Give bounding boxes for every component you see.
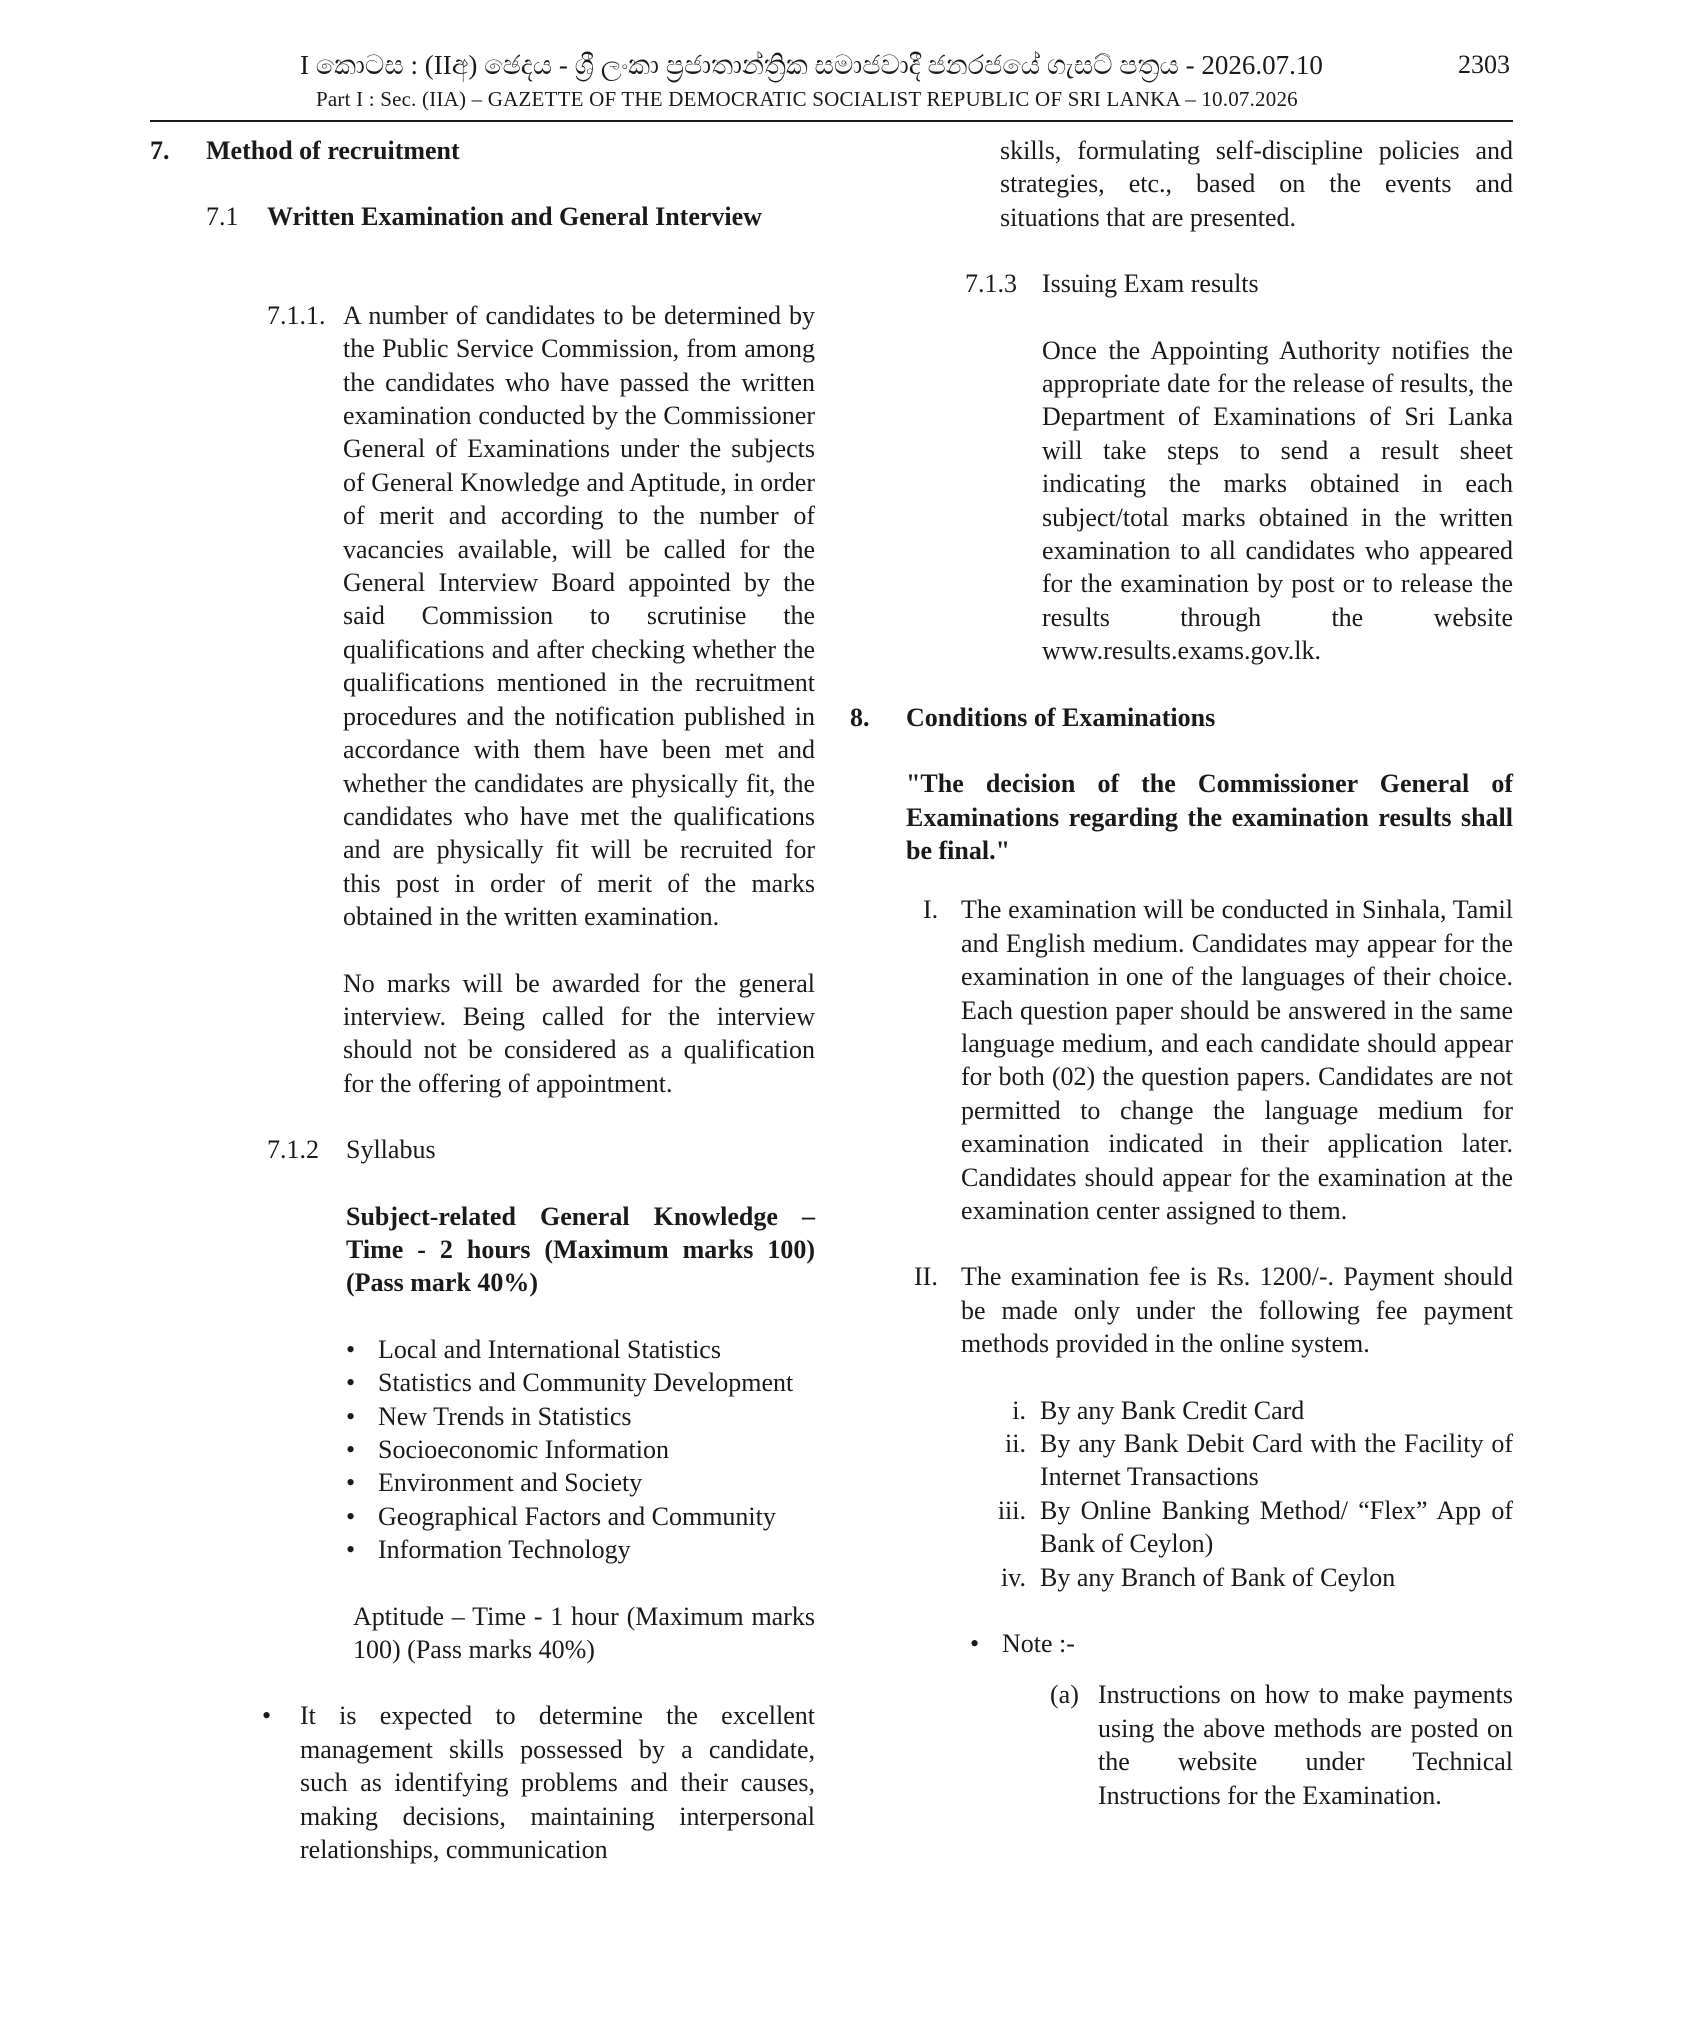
section-number: 7.1.3 bbox=[965, 269, 1017, 299]
section-title: Method of recruitment bbox=[206, 136, 460, 165]
list-item: • Information Technology bbox=[346, 1535, 631, 1565]
list-item: • New Trends in Statistics bbox=[346, 1401, 632, 1431]
section-7-1-2 bbox=[150, 1133, 815, 1666]
header-divider bbox=[150, 120, 1513, 122]
header-sinhala-line: I කොටස : (IIඅ) ඡෙදය - ශ්‍රී ලංකා ප්‍රජාතාන්ත්‍රික සමාජවාදී ජනරජයේ ගැසට් පත්‍රය - 2026.07.10 bbox=[300, 50, 1323, 80]
payment-methods-list bbox=[850, 1394, 1513, 1594]
condition-number: I. bbox=[923, 895, 939, 925]
section-number: 7.1 bbox=[206, 202, 239, 232]
section-number: 8. bbox=[850, 702, 870, 732]
section-title: Issuing Exam results bbox=[1042, 269, 1259, 299]
section-7-1-1 bbox=[150, 299, 815, 1100]
condition-2 bbox=[850, 1260, 1513, 1360]
section-7-1-heading bbox=[150, 200, 815, 233]
section-7-1-3 bbox=[850, 267, 1513, 300]
header-english-line: Part I : Sec. (IIA) – GAZETTE OF THE DEMOCRATIC SOCIALIST REPUBLIC OF SRI LANKA – 10.07.2026 bbox=[316, 87, 1298, 111]
paragraph: Instructions on how to make payments using the above methods are posted on the website under Technical Instructions for the Examination. bbox=[1098, 1680, 1513, 1810]
paragraph: A number of candidates to be determined by the Public Service Commission, from among the candidates who have passed the written examination conducted by the Commissioner General of Examinations under the subjects of General Knowledge and Aptitude, in order of merit and according to the number of vacancies available, will be called for the General Interview Board appointed by the said Commission to scrutinise the qualifications and after checking whether the qualifications mentioned in the recruitment procedures and the notification published in accordance with them have been met and whether the candidates are physically fit, the candidates who have met the qualifications and are physically fit will be recruited for this post in order of merit of the marks obtained in the written examination. bbox=[343, 300, 815, 932]
note-item-number: (a) bbox=[1050, 1680, 1079, 1710]
section-7-heading bbox=[150, 134, 815, 167]
section-8-quote: "The decision of the Commissioner General of Examinations regarding the examination results shall be final." bbox=[906, 769, 1513, 865]
paragraph: The examination fee is Rs. 1200/-. Payment should be made only under the following fee payment methods provided in the online system. bbox=[961, 1262, 1513, 1359]
list-item: i. By any Bank Credit Card bbox=[1012, 1395, 1305, 1425]
management-bullet-continued: skills, formulating self-discipline policies and strategies, etc., based on the events and situations that are presented. bbox=[1000, 136, 1513, 232]
list-item: • Environment and Society bbox=[346, 1468, 643, 1498]
paragraph: The examination will be conducted in Sinhala, Tamil and English medium. Candidates may appear for the examination in one of the languages of their choice. Each question paper should be answered in the same language medium, and each candidate should appear for both (02) the question papers. Candidates are not permitted to change the language medium for examination indicated in their application later. Candidates should appear for the examination at the examination center assigned to them. bbox=[961, 895, 1513, 1225]
condition-number: II. bbox=[914, 1262, 938, 1292]
section-title: Syllabus bbox=[346, 1135, 436, 1165]
list-item: iv. By any Branch of Bank of Ceylon bbox=[1000, 1562, 1396, 1592]
gk-heading: Subject-related General Knowledge – Time - 2 hours (Maximum marks 100) (Pass mark 40%) bbox=[346, 1201, 815, 1298]
aptitude-text: Aptitude – Time - 1 hour (Maximum marks 100) (Pass marks 40%) bbox=[353, 1601, 815, 1665]
note bbox=[850, 1627, 1513, 1660]
list-item: • Socioeconomic Information bbox=[346, 1435, 669, 1464]
right-column bbox=[850, 134, 1513, 1812]
section-title: Written Examination and General Interview bbox=[267, 202, 762, 232]
section-number: 7.1.2 bbox=[267, 1135, 319, 1165]
left-column bbox=[150, 134, 815, 1866]
list-item: • Local and International Statistics bbox=[346, 1334, 721, 1364]
gk-topics-list bbox=[346, 1333, 815, 1567]
note-item-a bbox=[850, 1678, 1513, 1812]
section-number: 7. bbox=[150, 136, 170, 165]
paragraph: It is expected to determine the excellent management skills possessed by a candidate, such as identifying problems and their causes, making decisions, maintaining interpersonal relationships, communication bbox=[300, 1701, 815, 1865]
bullet: • bbox=[262, 1701, 272, 1731]
list-item: • Statistics and Community Development bbox=[346, 1368, 794, 1398]
management-bullet bbox=[150, 1699, 815, 1866]
list-item: • Geographical Factors and Community bbox=[346, 1501, 776, 1531]
list-item: iii. By Online Banking Method/ “Flex” App of Bank of Ceylon) bbox=[997, 1495, 1513, 1559]
paragraph: No marks will be awarded for the general interview. Being called for the interview should not be considered as a qualification for the offering of appointment. bbox=[343, 968, 815, 1098]
section-8-heading bbox=[850, 701, 1513, 734]
list-item: ii. By any Bank Debit Card with the Facility of Internet Transactions bbox=[1005, 1429, 1513, 1492]
page-number: 2303 bbox=[1458, 50, 1510, 79]
paragraph: Once the Appointing Authority notifies the appropriate date for the release of results, the Department of Examinations of Sri Lanka will take steps to send a result sheet indicating the marks obtained in each subject/total marks obtained in the written examination to all candidates who appeared for the examination by post or to release the results through the website www.results.exams.gov.lk. bbox=[1042, 335, 1513, 666]
note-label: Note :- bbox=[1002, 1629, 1075, 1659]
section-number: 7.1.1. bbox=[267, 300, 326, 330]
bullet: • bbox=[970, 1629, 980, 1659]
section-title: Conditions of Examinations bbox=[906, 702, 1216, 732]
condition-1 bbox=[850, 893, 1513, 1227]
